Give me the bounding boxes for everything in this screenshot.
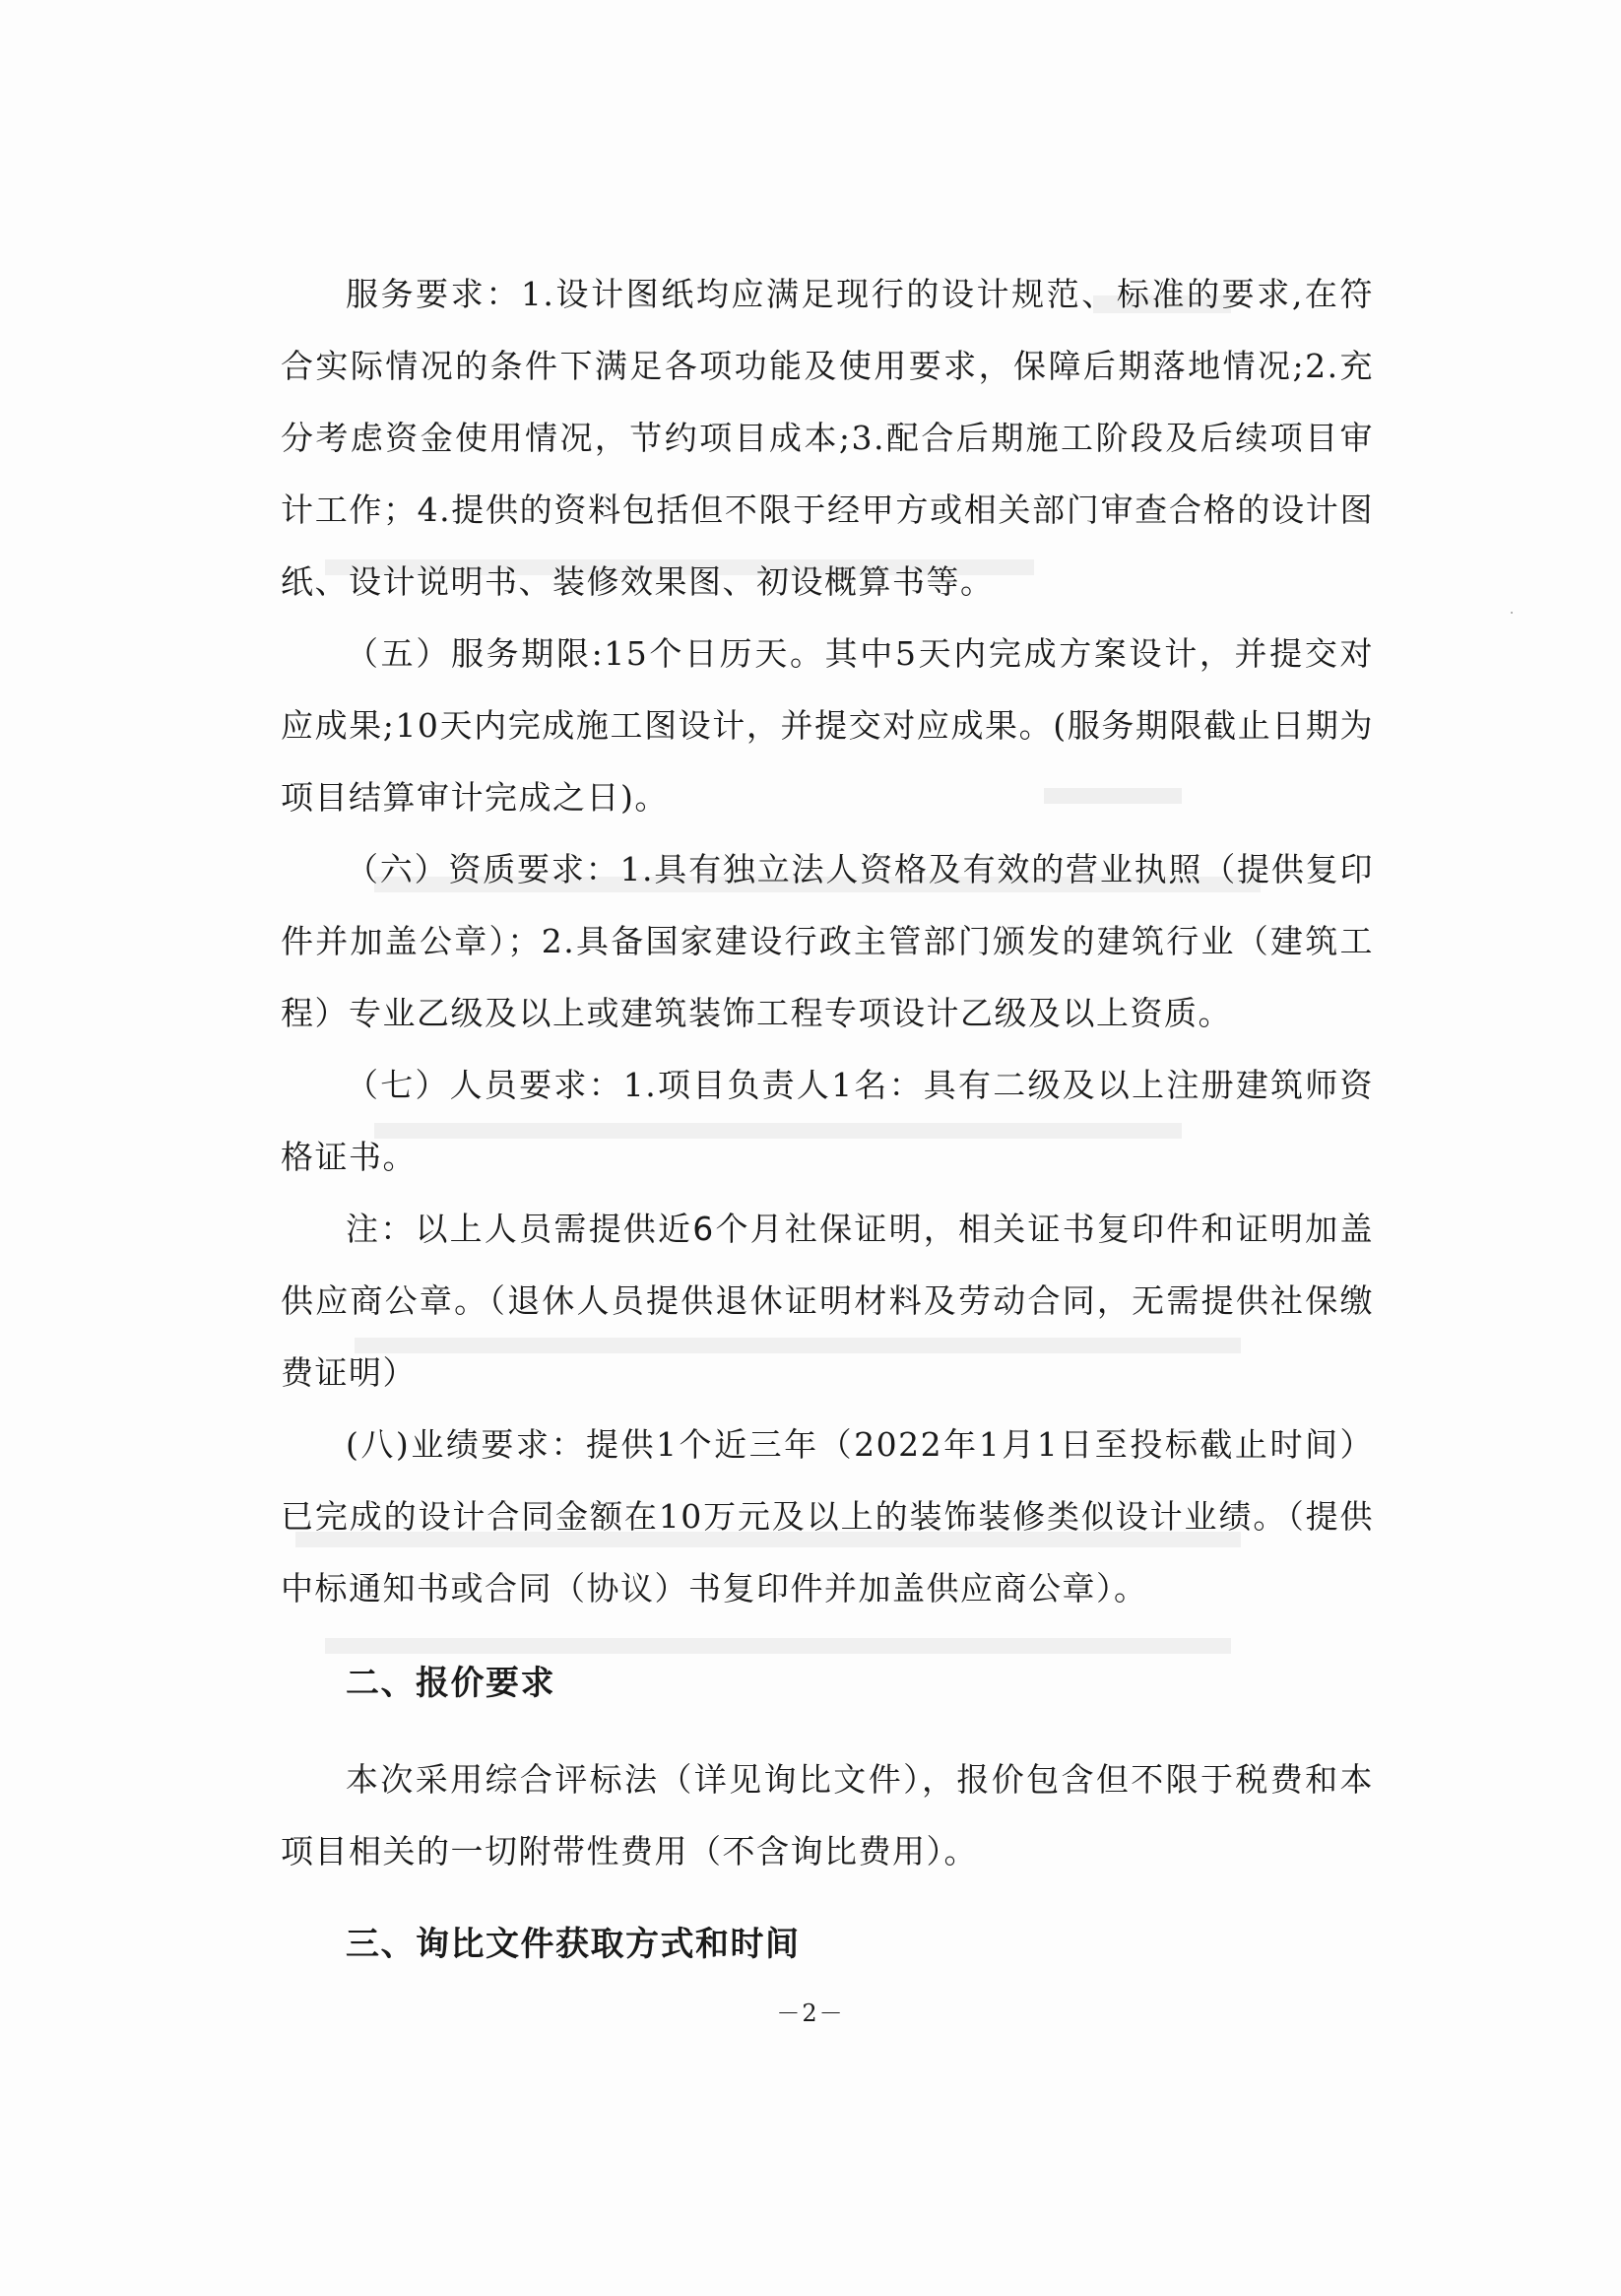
page-number: －2－ (776, 2000, 845, 2027)
paragraph-quotation-body: 本次采用综合评标法（详见询比文件），报价包含但不限于税费和本项目相关的一切附带性费用（不含询比费用）。 (281, 1760, 1374, 1870)
document-body (281, 258, 1374, 1981)
scan-speck (1511, 612, 1513, 614)
paragraph-note: 注：以上人员需提供近6个月社保证明，相关证书复印件和证明加盖供应商公章。（退休人员提供退休证明材料及劳动合同，无需提供社保缴费证明） (281, 1210, 1374, 1392)
paragraph-qualification-requirements: （六）资质要求：1.具有独立法人资格及有效的营业执照（提供复印件并加盖公章）；2.具备国家建设行政主管部门颁发的建筑行业（建筑工程）专业乙级及以上或建筑装饰工程专项设计乙级及以上资质。 (281, 850, 1374, 1032)
section-heading-document-acquisition: 三、询比文件获取方式和时间 (346, 1925, 801, 1964)
paragraph-performance-requirements: (八)业绩要求：提供1个近三年（2022年1月1日至投标截止时间）已完成的设计合同金额在10万元及以上的装饰装修类似设计业绩。（提供中标通知书或合同（协议）书复印件并加盖供应商公章）。 (281, 1425, 1374, 1607)
section-heading-quotation: 二、报价要求 (346, 1664, 555, 1703)
paragraph-service-requirements: 服务要求：1.设计图纸均应满足现行的设计规范、标准的要求,在符合实际情况的条件下满足各项功能及使用要求，保障后期落地情况;2.充分考虑资金使用情况，节约项目成本;3.配合后期施工阶段及后续项目审计工作；4.提供的资料包括但不限于经甲方或相关部门审查合格的设计图纸、设计说明书、装修效果图、初设概算书等。 (281, 275, 1374, 601)
paragraph-personnel-requirements: （七）人员要求：1.项目负责人1名：具有二级及以上注册建筑师资格证书。 (281, 1066, 1374, 1176)
paragraph-service-period: （五）服务期限:15个日历天。其中5天内完成方案设计，并提交对应成果;10天内完成施工图设计，并提交对应成果。(服务期限截止日期为项目结算审计完成之日)。 (281, 634, 1374, 817)
